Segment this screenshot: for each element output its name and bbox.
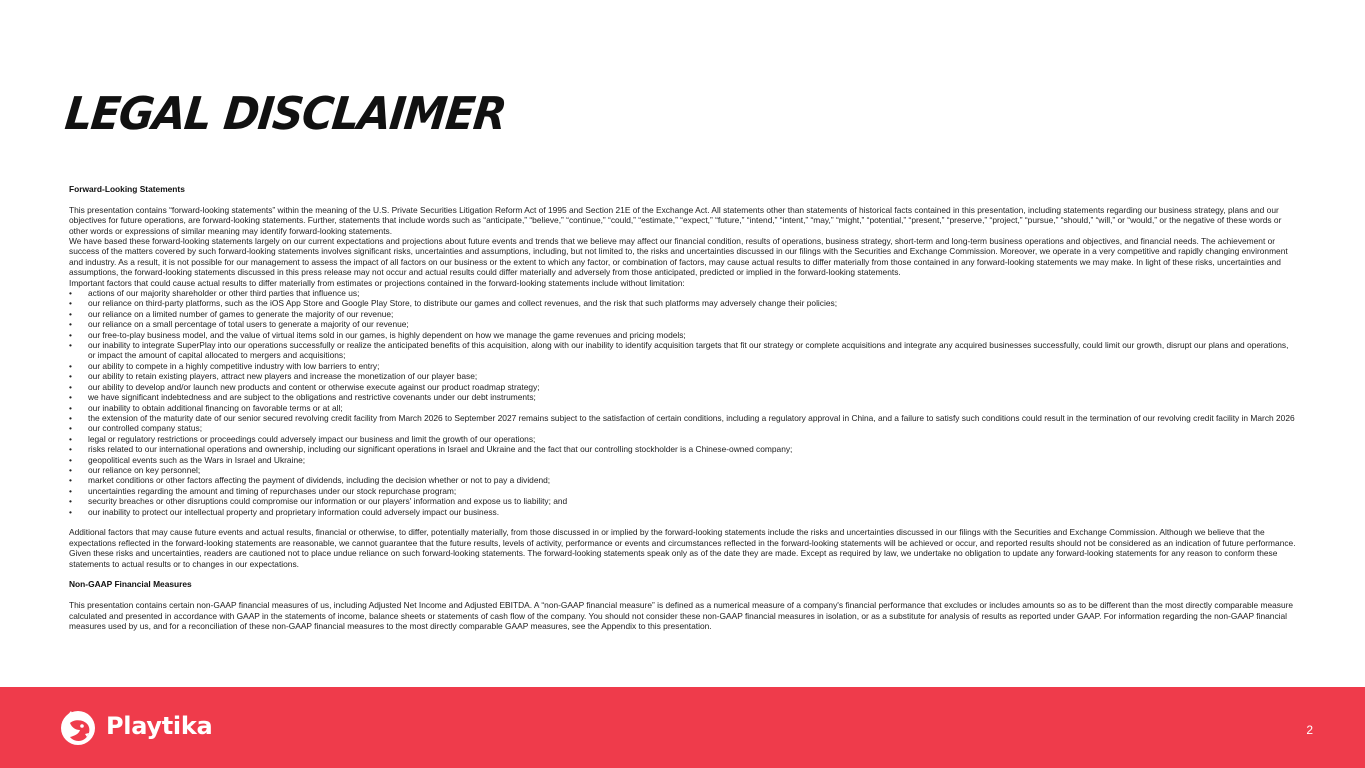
spacer bbox=[69, 517, 1297, 527]
spacer bbox=[69, 569, 1297, 579]
risk-factor-item: • risks related to our international operations and ownership, including our significant operations in Israel and Ukraine and the fact that our controlling stockholder is a Chinese-owned company; bbox=[69, 444, 1297, 454]
risk-factor-item: • our inability to obtain additional financing on favorable terms or at all; bbox=[69, 403, 1297, 413]
risk-factor-item: • our reliance on a small percentage of total users to generate a majority of our revenue; bbox=[69, 319, 1297, 329]
risk-factor-item: • we have significant indebtedness and are subject to the obligations and restrictive covenants under our debt instruments; bbox=[69, 392, 1297, 402]
risk-factor-item: • market conditions or other factors affecting the payment of dividends, including the decision whether or not to pay a dividend; bbox=[69, 475, 1297, 485]
forward-looking-heading: Forward-Looking Statements bbox=[69, 184, 185, 194]
risk-factor-list bbox=[69, 288, 1297, 517]
risk-factor-item: • our inability to integrate SuperPlay into our operations successfully or realize the anticipated benefits of this acquisition, along with our inability to identify acquisition targets that fit our strategy or complete acquisitions and integrate any acquired businesses successfully, could limit our growth, disrupt our plans and operations, or impact the amount of capital allocated to mergers and acquisitions; bbox=[69, 340, 1297, 361]
risk-factor-item: • the extension of the maturity date of our senior secured revolving credit facility from March 2026 to September 2027 remains subject to the satisfaction of certain conditions, including a regulatory approval in China, and a failure to satisfy such conditions could result in the termination of our revolving credit facility in March 2026 bbox=[69, 413, 1297, 423]
spacer bbox=[69, 194, 1297, 204]
risk-factor-item: • actions of our majority shareholder or other third parties that influence us; bbox=[69, 288, 1297, 298]
forward-looking-basis-paragraph: We have based these forward-looking statements largely on our current expectations and projections about future events and trends that we believe may affect our financial condition, results of operations, business strategy, short-term and long-term business operations and objectives, and financial needs. The achievement or success of the matters covered by such forward-looking statements involves significant risks, uncertainties and assumptions, including, but not limited to, the risks and uncertainties discussed in our filings with the Securities and Exchange Commission. Moreover, we operate in a very competitive and rapidly changing environment and industry. As a result, it is not possible for our management to assess the impact of all factors on our business or the extent to which any factor, or combination of factors, may cause actual results to differ materially from those contained in any forward-looking statements we may make. In light of these risks, uncertainties and assumptions, the forward-looking statements discussed in this press release may not occur and actual results could differ materially and adversely from those anticipated, predicted or implied in the forward-looking statements. bbox=[69, 236, 1288, 278]
non-gaap-paragraph: This presentation contains certain non-GAAP financial measures of us, including Adjusted Net Income and Adjusted EBITDA. A “non-GAAP financial measure” is defined as a numerical measure of a company's financial performance that excludes or includes amounts so as to be different than the most directly comparable measure calculated and presented in accordance with GAAP in the statements of income, balance sheets or statements of cash flow of the company. You should not consider these non-GAAP financial measures in isolation, or as a substitute for analysis of results as reported under GAAP. For information regarding the non-GAAP financial measures used by us, and for a reconciliation of these non-GAAP financial measures to the most directly comparable GAAP measures, see the Appendix to this presentation. bbox=[69, 600, 1294, 631]
spacer bbox=[69, 590, 1297, 600]
risk-factor-item: • geopolitical events such as the Wars in Israel and Ukraine; bbox=[69, 455, 1297, 465]
risk-factor-item: • our reliance on third-party platforms, such as the iOS App Store and Google Play Store, to distribute our games and collect revenues, and the risk that such platforms may adversely change their policies; bbox=[69, 298, 1297, 308]
brand-logo-text: Playtika bbox=[106, 712, 213, 740]
risk-factor-item: • our ability to develop and/or launch new products and content or otherwise execute against our product roadmap strategy; bbox=[69, 382, 1297, 392]
risk-factor-item: • our reliance on a limited number of games to generate the majority of our revenue; bbox=[69, 309, 1297, 319]
disclaimer-body bbox=[69, 184, 1297, 631]
risk-factor-item: • uncertainties regarding the amount and timing of repurchases under our stock repurchase program; bbox=[69, 486, 1297, 496]
important-factors-lead: Important factors that could cause actual results to differ materially from estimates or projections contained in the forward-looking statements include without limitation: bbox=[69, 277, 685, 288]
additional-factors-paragraph: Additional factors that may cause future events and actual results, financial or otherwise, to differ, potentially materially, from those discussed in or implied by the forward-looking statements include the risks and uncertainties discussed in our filings with the Securities and Exchange Commission. Although we believe that the expectations reflected in the forward-looking statements are reasonable, we cannot guarantee that the future results, levels of activity, performance or events and circumstances reflected in the forward-looking statements will be achieved or occur, and reported results should not be considered as an indication of future performance. Given these risks and uncertainties, readers are cautioned not to place undue reliance on such forward-looking statements. The forward-looking statements speak only as of the date they are made. Except as required by law, we undertake no obligation to update any forward-looking statements for any reason to conform these statements to actual results or to changes in our expectations. bbox=[69, 527, 1296, 569]
page-title: LEGAL DISCLAIMER bbox=[62, 88, 508, 141]
panther-head-icon bbox=[58, 707, 98, 747]
risk-factor-item: • security breaches or other disruptions could compromise our information or our players' information and expose us to liability; and bbox=[69, 496, 1297, 506]
risk-factor-item: • our ability to compete in a highly competitive industry with low barriers to entry; bbox=[69, 361, 1297, 371]
page-number: 2 bbox=[1306, 723, 1313, 737]
risk-factor-item: • our reliance on key personnel; bbox=[69, 465, 1297, 475]
non-gaap-heading: Non-GAAP Financial Measures bbox=[69, 579, 192, 590]
forward-looking-intro-paragraph: This presentation contains “forward-looking statements” within the meaning of the U.S. Private Securities Litigation Reform Act of 1995 and Section 21E of the Exchange Act. All statements other than statements of historical facts contained in this presentation, including statements regarding our business strategy, plans and our objectives for future operations, are forward-looking statements. Further, statements that include words such as “anticipate,” “believe,” “continue,” “could,” “estimate,” “expect,” “future,” “intend,” “intent,” “may,” “might,” “potential,” “present,” “preserve,” “project,” “pursue,” “should,” “will,” or “would,” or the negative of these words or other words or expressions of similar meaning may identify forward-looking statements. bbox=[69, 204, 1282, 236]
risk-factor-item: • our inability to protect our intellectual property and proprietary information could adversely impact our business. bbox=[69, 507, 1297, 517]
risk-factor-item: • legal or regulatory restrictions or proceedings could adversely impact our business and limit the growth of our operations; bbox=[69, 434, 1297, 444]
risk-factor-item: • our ability to retain existing players, attract new players and increase the monetization of our player base; bbox=[69, 371, 1297, 381]
risk-factor-item: • our free-to-play business model, and the value of virtual items sold in our games, is highly dependent on how we manage the game revenues and pricing models; bbox=[69, 330, 1297, 340]
risk-factor-item: • our controlled company status; bbox=[69, 423, 1297, 433]
